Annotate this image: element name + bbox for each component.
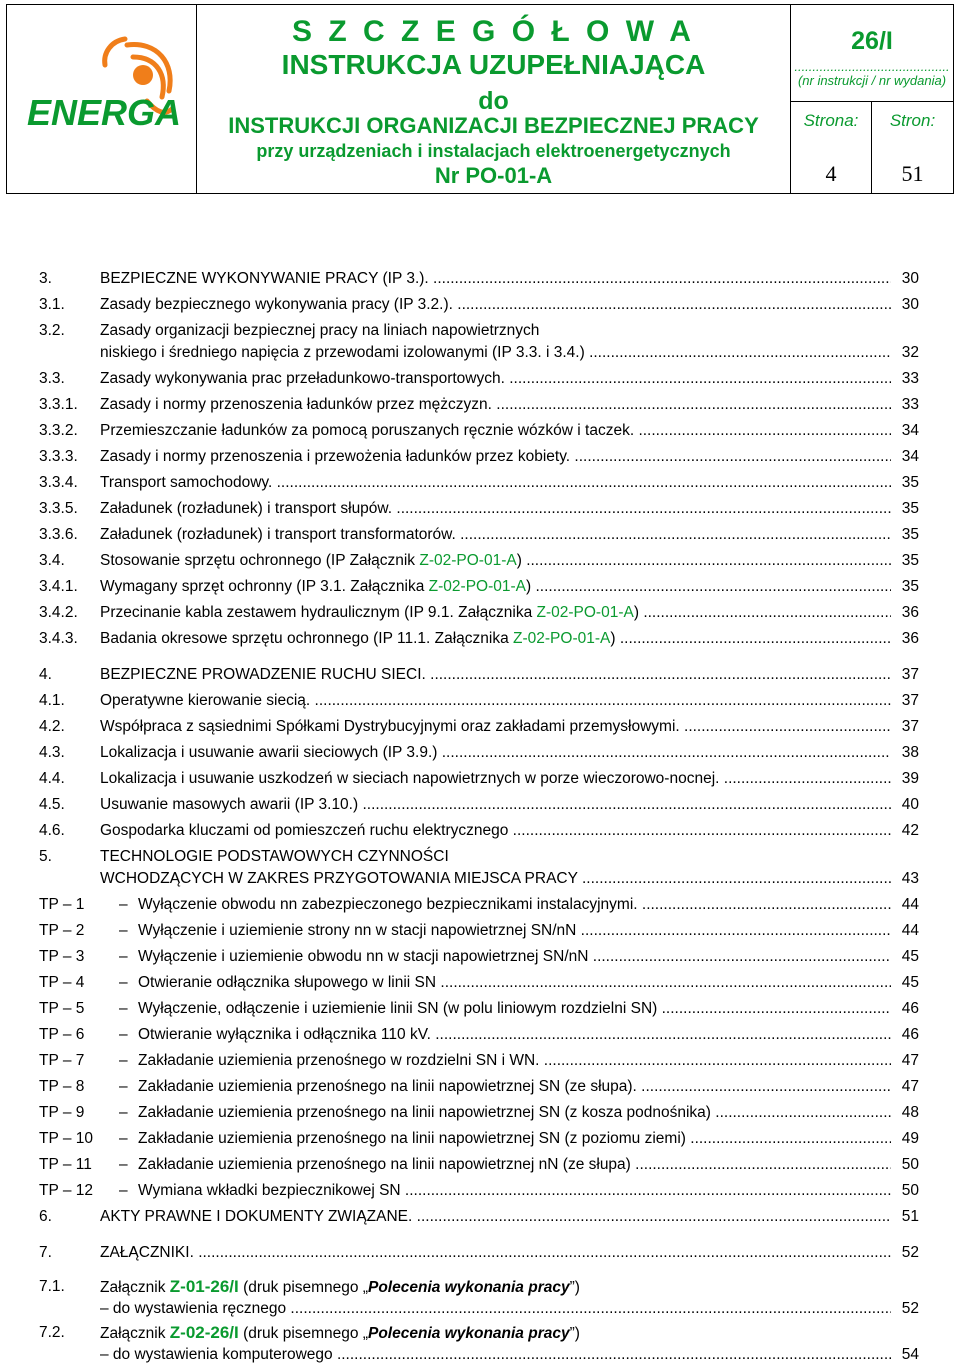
toc-entry-label [100,690,891,712]
header-meta-block [791,5,953,193]
toc-entry[interactable] [39,576,919,598]
toc-entry-attachment-code: Z-02-PO-01-A [428,578,527,595]
toc-entry-text: Wyłączenie i uziemienie obwodu nn w stacji napowietrznej SN/nN [138,948,589,965]
toc-entry[interactable] [39,368,919,390]
toc-entry[interactable] [39,394,919,416]
toc-entry[interactable] [39,920,919,942]
toc-entry-number: 4.3. [39,744,65,761]
toc-entry-text: Badania okresowe sprzętu ochronnego (IP 11.1. Załącznika [100,630,514,647]
toc-entry-number: 4.2. [39,718,65,735]
toc-entry-dash: – [119,974,128,991]
header-title-3: do [478,87,509,115]
toc-entry-dash: – [119,1130,128,1147]
toc-entry-page: 32 [891,342,919,364]
toc-entry-number: 5. [39,848,52,865]
toc-entry-dash: – [119,896,128,913]
toc-entry[interactable] [39,1180,919,1202]
toc-entry-text: – do wystawienia komputerowego [100,1346,333,1363]
toc-entry-label [100,294,891,316]
toc-entry-number: TP – 9 [39,1104,85,1121]
toc-entry[interactable] [39,602,919,624]
toc-entry-text: TECHNOLOGIE PODSTAWOWYCH CZYNNOŚCI [100,848,449,865]
toc-entry-text-tail: ) [516,552,522,569]
toc-entry-label [100,820,891,842]
toc-entry[interactable] [39,664,919,686]
toc-entry-text: Współpraca z sąsiednimi Spółkami Dystrybucyjnymi oraz zakładami przemysłowymi. [100,718,680,735]
toc-entry-attachment-code: Z-02-PO-01-A [536,604,634,621]
toc-entry[interactable] [39,446,919,468]
toc-entry-page: 39 [891,768,919,790]
header-title-4: INSTRUKCJI ORGANIZACJI BEZPIECZNEJ PRACY [228,113,759,138]
toc-entry-number: 4.4. [39,770,65,787]
toc-entry-label [138,998,891,1020]
toc-entry-label [100,794,891,816]
toc-entry-page: 50 [891,1180,919,1202]
toc-entry-dash: – [119,922,128,939]
toc-entry-page: 35 [891,576,919,598]
header-title-1: S Z C Z E G Ó Ł O W A [292,15,695,48]
header-title-6: Nr PO-01-A [434,163,553,188]
toc-entry-number: TP – 2 [39,922,85,939]
toc-entry-label [138,1102,891,1124]
toc-entry-text: Zasady i normy przenoszenia ładunków przez mężczyzn. [100,396,492,413]
toc-entry-page: 46 [891,1024,919,1046]
toc-entry-page: 35 [891,524,919,546]
toc-entry-text: Zasady wykonywania prac przeładunkowo-transportowych. [100,370,505,387]
toc-entry-text: Zasady organizacji bezpiecznej pracy na liniach napowietrznych [100,322,540,339]
toc-entry-text-tail: ”) [569,1279,580,1296]
toc-entry-page: 35 [891,498,919,520]
toc-entry[interactable] [39,498,919,520]
toc-entry-text: Przecinanie kabla zestawem hydraulicznym (IP 9.1. Załącznika [100,604,537,621]
toc-entry-number: 3.3.3. [39,448,78,465]
toc-entry-label [138,920,891,942]
toc-entry-label [100,446,891,468]
toc-entry-label [100,1298,891,1320]
toc-entry-attachment-code: Z-02-PO-01-A [513,630,611,647]
toc-entry-page: 49 [891,1128,919,1150]
toc-entry[interactable] [39,320,919,342]
page-cell [791,101,872,193]
toc-entry-label [100,368,891,390]
toc-entry[interactable] [39,1076,919,1098]
document-header [6,4,954,194]
toc-entry[interactable] [39,1344,919,1366]
toc-entry[interactable] [39,768,919,790]
toc-entry-number: 3. [39,270,52,287]
toc-entry-number: 3.3.5. [39,500,78,517]
toc-entry-page: 36 [891,628,919,650]
toc-entry-text: Zakładanie uziemienia przenośnego na linii napowietrznej SN (z kosza podnośnika) [138,1104,711,1121]
toc-entry-page: 30 [891,268,919,290]
toc-entry-number: 3.2. [39,322,65,339]
toc-entry[interactable] [39,420,919,442]
toc-entry-page: 37 [891,664,919,686]
toc-entry[interactable] [39,342,919,364]
toc-entry-dash: – [119,1104,128,1121]
toc-entry-label [138,1076,891,1098]
toc-entry[interactable] [39,294,919,316]
toc-entry-text: Wyłączenie obwodu nn zabezpieczonego bezpiecznikami instalacyjnymi. [138,896,638,913]
toc-entry-label [138,1154,891,1176]
toc-entry[interactable] [39,550,919,572]
doc-number-cell [791,5,953,102]
toc-entry-page: 34 [891,420,919,442]
toc-entry-label [100,550,891,572]
toc-entry-text: Zasady i normy przenoszenia i przewożenia ładunków przez kobiety. [100,448,571,465]
toc-entry-number: 3.3.4. [39,474,78,491]
toc-entry-page: 46 [891,998,919,1020]
toc-entry[interactable] [39,1128,919,1150]
toc-entry[interactable] [39,628,919,650]
toc-entry-attachment-code: Z-02-26/I [169,1323,239,1342]
toc-entry[interactable] [39,820,919,842]
toc-entry-text: Lokalizacja i usuwanie awarii sieciowych (IP 3.9.) [100,744,438,761]
header-title-block [197,5,791,193]
toc-entry-number: 7.2. [39,1324,65,1341]
page-label: Strona: [803,111,859,130]
toc-entry-text: Stosowanie sprzętu ochronnego (IP Załącznik [100,552,420,569]
toc-entry-number: 3.4.1. [39,578,78,595]
toc-entry-label [100,1206,891,1228]
toc-entry-page: 52 [891,1242,919,1264]
toc-entry-label [100,472,891,494]
toc-entry-label [100,664,891,686]
toc-entry-number: 7. [39,1244,52,1261]
toc-entry-page: 43 [891,868,919,890]
toc-entry-dash: – [119,1000,128,1017]
toc-entry-number: TP – 10 [39,1130,94,1147]
toc-entry-text: Załącznik [100,1279,170,1296]
toc-entry-number: 4.1. [39,692,65,709]
toc-entry-dash: – [119,1156,128,1173]
toc-entry-label [100,524,891,546]
toc-entry[interactable] [39,716,919,738]
toc-entry-page: 54 [891,1344,919,1366]
toc-entry[interactable] [39,1154,919,1176]
toc-entry-text: Przemieszczanie ładunków za pomocą poruszanych ręcznie wózków i taczek. [100,422,635,439]
toc-entry-number: TP – 3 [39,948,85,965]
toc-entry-text: Otwieranie odłącznika słupowego w linii SN [138,974,437,991]
toc-entry-label [100,1242,891,1264]
toc-entry-number: 3.4.2. [39,604,78,621]
toc-entry-label [100,342,891,364]
pages-label: Stron: [889,111,936,130]
toc-entry-text-mid: (druk pisemnego „ [238,1279,368,1296]
toc-entry-page: 35 [891,472,919,494]
toc-entry-text-tail: ) [610,630,616,647]
toc-entry-text: Wyłączenie, odłączenie i uziemienie linii SN (w polu liniowym rozdzielni SN) [138,1000,658,1017]
toc-entry-text: Wyłączenie i uziemienie strony nn w stacji napowietrznej SN/nN [138,922,577,939]
toc-entry[interactable] [39,868,919,890]
toc-entry-text: BEZPIECZNE PROWADZENIE RUCHU SIECI. [100,666,426,683]
toc-entry-number: 3.3.6. [39,526,78,543]
toc-entry[interactable] [39,1102,919,1124]
toc-entry-text: Zasady bezpiecznego wykonywania pracy (IP 3.2.). [100,296,453,313]
toc-entry-text: Załącznik [100,1325,170,1342]
toc-entry[interactable] [39,972,919,994]
toc-entry[interactable] [39,794,919,816]
toc-entry-label [100,846,891,868]
toc-entry-number: TP – 11 [39,1156,92,1173]
toc-entry-page: 37 [891,716,919,738]
page-value: 4 [825,161,837,186]
toc-entry-text: Zakładanie uziemienia przenośnego na linii napowietrznej nN (ze słupa) [138,1156,631,1173]
toc-entry-dash: – [119,1052,128,1069]
toc-entry-number: 7.1. [39,1278,65,1295]
toc-entry[interactable] [39,742,919,764]
toc-entry-label [138,1128,891,1150]
toc-entry-dash: – [119,1026,128,1043]
toc-entry-text: – do wystawienia ręcznego [100,1300,287,1317]
toc-entry-number: 3.3.1. [39,396,78,413]
toc-entry-page: 44 [891,894,919,916]
header-title-5: przy urządzeniach i instalacjach elektroenergetycznych [256,141,731,161]
toc-entry-label [100,1322,891,1345]
toc-entry-text: AKTY PRAWNE I DOKUMENTY ZWIĄZANE. [100,1208,413,1225]
toc-entry-number: 6. [39,1208,52,1225]
pages-cell [872,101,953,193]
toc-entry[interactable] [39,1050,919,1072]
toc-entry-label [100,1344,891,1366]
header-title-2: INSTRUKCJA UZUPEŁNIAJĄCA [281,49,706,80]
toc-entry-text: Otwieranie wyłącznika i odłącznika 110 kV. [138,1026,431,1043]
toc-entry[interactable] [39,1276,919,1298]
toc-entry-text: Załadunek (rozładunek) i transport słupów. [100,500,393,517]
toc-entry-page: 51 [891,1206,919,1228]
toc-entry-page: 50 [891,1154,919,1176]
toc-entry[interactable] [39,998,919,1020]
toc-entry-page: 37 [891,690,919,712]
toc-entry-text: Lokalizacja i usuwanie uszkodzeń w sieciach napowietrznych w porze wieczorowo-nocnej. [100,770,720,787]
toc-entry-text: Wymiana wkładki bezpiecznikowej SN [138,1182,401,1199]
toc-entry-text: Gospodarka kluczami od pomieszczeń ruchu elektrycznego [100,822,509,839]
doc-number-caption: ........................................... (nr instrukcji / nr wydania) [794,59,950,88]
toc-entry-number: 3.1. [39,296,65,313]
toc-entry-label [100,868,891,890]
toc-entry-dash: – [119,948,128,965]
toc-entry[interactable] [39,268,919,290]
toc-entry-page: 44 [891,920,919,942]
toc-entry-page: 38 [891,742,919,764]
toc-entry-label [138,1180,891,1202]
toc-entry-text: niskiego i średniego napięcia z przewodami izolowanymi (IP 3.3. i 3.4.) [100,344,585,361]
toc-entry-text: Zakładanie uziemienia przenośnego na linii napowietrznej SN (ze słupa). [138,1078,637,1095]
toc-entry-page: 48 [891,1102,919,1124]
toc-entry-number: 3.3.2. [39,422,78,439]
toc-entry-page: 40 [891,794,919,816]
toc-entry-number: TP – 8 [39,1078,85,1095]
toc-entry-text-tail: ) [526,578,532,595]
toc-entry-number: TP – 1 [39,896,85,913]
toc-entry-label [100,768,891,790]
toc-entry-number: 4.5. [39,796,65,813]
doc-number: 26/I [851,27,893,55]
toc-entry-number: 3.3. [39,370,65,387]
toc-entry-label [100,576,891,598]
toc-entry-dash: – [119,1182,128,1199]
toc-entry-label [100,716,891,738]
energa-logo-icon [7,5,195,193]
toc-entry-attachment-code: Z-02-PO-01-A [419,552,517,569]
toc-entry-label [100,628,891,650]
pages-value: 51 [901,161,924,186]
toc-entry-text: Zakładanie uziemienia przenośnego w rozdzielni SN i WN. [138,1052,540,1069]
toc-entry-text: WCHODZĄCYCH W ZAKRES PRZYGOTOWANIA MIEJSCA PRACY [100,870,578,887]
toc-entry-label [138,1024,891,1046]
toc-entry-text: Załadunek (rozładunek) i transport transformatorów. [100,526,456,543]
toc-entry-label [100,602,891,624]
toc-entry-number: 3.4.3. [39,630,78,647]
toc-entry-label [100,742,891,764]
toc-entry[interactable] [39,1242,919,1264]
toc-entry-text: ZAŁĄCZNIKI. [100,1244,194,1261]
toc-entry[interactable] [39,1298,919,1320]
toc-entry-page: 33 [891,368,919,390]
toc-entry-page: 33 [891,394,919,416]
toc-entry-label [138,972,891,994]
toc-entry-text: Wymagany sprzęt ochronny (IP 3.1. Załącznika [100,578,429,595]
toc-entry-page: 34 [891,446,919,468]
toc-entry-page: 47 [891,1050,919,1072]
toc-entry-label [100,320,891,342]
toc-entry-text: BEZPIECZNE WYKONYWANIE PRACY (IP 3.). [100,270,429,287]
toc-entry-number: 3.4. [39,552,65,569]
toc-entry-number: 4. [39,666,52,683]
toc-entry-text: Operatywne kierowanie siecią. [100,692,311,709]
toc-entry[interactable] [39,846,919,868]
toc-entry[interactable] [39,690,919,712]
toc-entry-number: 4.6. [39,822,65,839]
logo-text: ENERGA [27,92,182,133]
toc-entry-text-tail: ) [633,604,640,621]
toc-entry-number: TP – 6 [39,1026,85,1043]
toc-entry-text-mid: (druk pisemnego „ [238,1325,368,1342]
energa-logo [7,5,197,193]
toc-entry-attachment-code: Z-01-26/I [169,1277,239,1296]
toc-entry-label [100,394,891,416]
toc-entry-label [100,498,891,520]
toc-entry-label [138,894,891,916]
toc-entry-label [100,1276,891,1299]
toc-entry-label [100,420,891,442]
toc-entry-page: 42 [891,820,919,842]
toc-entry[interactable] [39,894,919,916]
toc-entry-page: 45 [891,972,919,994]
toc-entry-dash: – [119,1078,128,1095]
toc-entry-form-title: Polecenia wykonania pracy [368,1325,570,1342]
toc-entry-number: TP – 7 [39,1052,85,1069]
toc-entry-page: 36 [891,602,919,624]
toc-entry-form-title: Polecenia wykonania pracy [368,1279,570,1296]
toc-entry-text: Usuwanie masowych awarii (IP 3.10.) [100,796,359,813]
toc-entry-text-tail: ”) [569,1325,580,1342]
toc-entry-page: 30 [891,294,919,316]
toc-entry-text: Transport samochodowy. [100,474,273,491]
toc-entry-label [138,946,891,968]
toc-entry[interactable] [39,1322,919,1344]
toc-entry[interactable] [39,1024,919,1046]
toc-entry-number: TP – 4 [39,974,85,991]
toc-entry-text: Zakładanie uziemienia przenośnego na linii napowietrznej SN (z poziomu ziemi) [138,1130,686,1147]
toc-entry[interactable] [39,472,919,494]
toc-entry-page: 47 [891,1076,919,1098]
toc-entry[interactable] [39,1206,919,1228]
toc-entry-number: TP – 12 [39,1182,94,1199]
toc-entry-number: TP – 5 [39,1000,85,1017]
toc-entry-page: 35 [891,550,919,572]
toc-entry[interactable] [39,524,919,546]
toc-entry-page: 52 [891,1298,919,1320]
toc-entry-label [100,268,891,290]
toc-entry[interactable] [39,946,919,968]
toc-entry-label [138,1050,891,1072]
toc-entry-page: 45 [891,946,919,968]
